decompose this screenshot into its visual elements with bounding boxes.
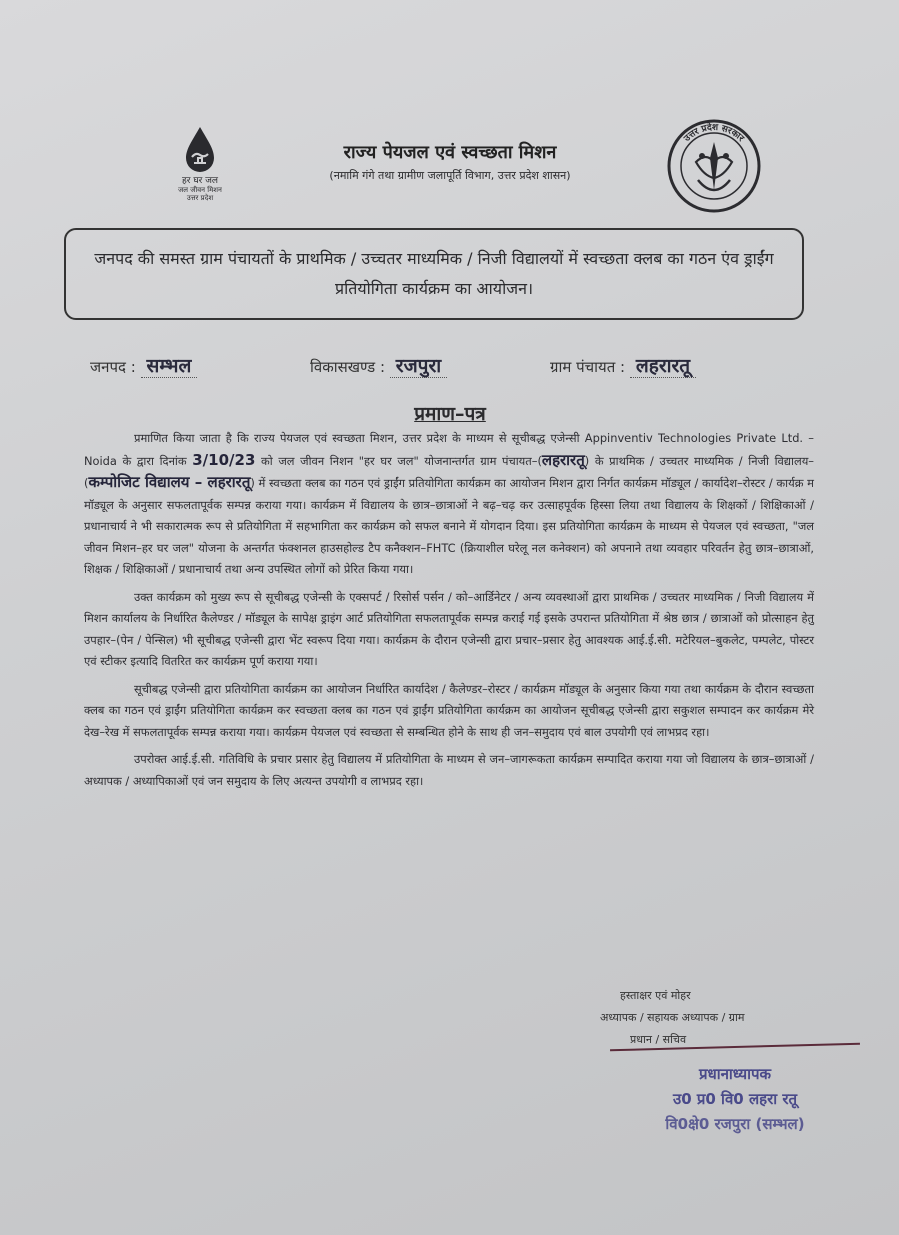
har-ghar-jal-logo <box>160 125 240 202</box>
paragraph-4: उपरोक्त आई.ई.सी. गतिविधि के प्रचार प्रसार हेतु विद्यालय में प्रतियोगिता के माध्यम से जन–जागरूकता कार्यक्रम सम्पादित कराया गया जो विद्यालय के छात्र–छात्राओं / अध्यापक / अध्यापिकाओं एवं जन समुदाय के लिए अत्यन्त उपयोगी व लाभप्रद रहा। <box>84 752 814 788</box>
headmaster-stamp <box>620 1062 850 1137</box>
panchayat-field <box>550 352 696 378</box>
district-field <box>90 352 197 378</box>
logo-text-1: हर घर जल <box>182 176 218 186</box>
p1-text-d: ) में स्वच्छता क्लब का गठन एवं ड्राईंग प्रतियोगिता कार्यक्रम का आयोजन मिशन द्वारा निर्गत कार्यक्रम मॉड्यूल / कार्यादेश–रोस्टर / कार्यक्र म मॉड्यूल के अनुसार सफलतापूर्वक सम्पन्न कराया गया। कार्यक्रम में विद्यालय के छात्र–छात्राओं ने बढ़–चढ़ कर उत्साहपूर्वक हिस्सा लिया तथा विद्यालय के शिक्षकों / शिक्षिकाओं / प्रधानाचार्य ने भी सकारात्मक रूप से प्रतियोगिता में सहभागिता कर कार्यक्रम को सफल बनाने में योगदान दिया। इस प्रतियोगिता कार्यक्रम के माध्यम से पेयजल एवं स्वच्छता, "जल जीवन मिशन–हर घर जल" योजना के अन्तर्गत फंक्शनल हाउसहोल्ड टैप कनैक्शन–FHTC (क्रियाशील घरेलू नल कनेक्शन) को अपनाने तथा व्यवहार परिवर्तन हेतु छात्र–छात्राओं, शिक्षक / शिक्षिकाओं / प्रधानाचार्य तथा अन्य उपस्थित लोगों को प्रेरित किया गया। <box>84 476 814 576</box>
state-emblem-icon <box>666 118 762 214</box>
logo-text-3: उत्तर प्रदेश <box>186 194 214 202</box>
paragraph-3: सूचीबद्ध एजेन्सी द्वारा प्रतियोगिता कार्यक्रम का आयोजन निर्धारित कार्यादेश / कैलेण्डर–रोस्टर / कार्यक्रम मॉड्यूल के अनुसार किया गया तथा कार्यक्रम के दौरान स्वच्छता क्लब का गठन एवं ड्राईंग प्रतियोगिता कार्यक्रम कर स्वच्छता क्लब का गठन एवं ड्राईंग प्रतियोगिता कार्यक्रम का आयोजन सूचीबद्ध एजेन्सी द्वारा सकुशल सम्पादन कर कार्यक्रम मेरे देख–रेख में सफलतापूर्वक सम्पन्न कराया गया। कार्यक्रम पेयजल एवं स्वच्छता से सम्बन्धित होने के साथ ही जन–समुदाय एवं बाल उपयोगी एवं लाभप्रद रहा। <box>84 681 814 739</box>
certificate-body <box>84 428 814 798</box>
paragraph-2: उक्त कार्यक्रम को मुख्य रूप से सूचीबद्ध एजेन्सी के एक्सपर्ट / रिसोर्स पर्सन / को–आर्डिनेटर / अन्य व्यवस्थाओं द्वारा प्राथमिक / उच्चतर माध्यमिक / निजी विद्यालय में मिशन कार्यालय के निर्धारित कैलेण्डर / मॉड्यूल के सापेक्ष ड्राइंग आर्ट प्रतियोगिता सफलतापूर्वक सम्पन्न कराई गई इसके उपरान्त प्रतियोगिता में श्रेष्ठ छात्र / छात्राओं को प्रोत्साहन हेतु उपहार–(पेन / पेन्सिल) भी सूचीबद्ध एजेन्सी द्वारा भेंट स्वरूप दिया गया। कार्यक्रम के दौरान एजेन्सी द्वारा प्रचार–प्रसार हेतु आवश्यक आई.ई.सी. मटेरियल–बुकलेट, पम्पलेट, पोस्टर एवं स्टीकर इत्यादि वितरित कर कार्यक्रम पूर्ण कराया गया। <box>84 589 814 668</box>
signature-block <box>600 985 860 1051</box>
up-government-seal <box>666 118 762 214</box>
certificate-heading: प्रमाण–पत्र <box>414 403 486 425</box>
block-label: विकासखण्ड : <box>310 358 386 376</box>
signature-line-1: हस्ताक्षर एवं मोहर <box>620 989 691 1002</box>
seal-text: उत्तर प्रदेश सरकार <box>682 122 746 144</box>
program-date: 3/10/23 <box>192 450 256 469</box>
logo-text-2: जल जीवन मिशन <box>178 186 222 194</box>
p1-text-a: प्रमाणित किया जाता है कि राज्य पेयजल एवं स्वच्छता मिशन, उत्तर प्रदेश के माध्यम से सूचीबद्ध एजेन्सी Appinventiv Technologies Private Ltd. – Noida के द्वारा दिनांक <box>84 431 814 468</box>
block-value: रजपुरा <box>390 355 447 378</box>
mission-subtitle: (नमामि गंगे तथा ग्रामीण जलापूर्ति विभाग, उत्तर प्रदेश शासन) <box>329 169 571 182</box>
mission-title: राज्य पेयजल एवं स्वच्छता मिशन <box>343 142 557 163</box>
stamp-line-1: प्रधानाध्यापक <box>698 1065 772 1083</box>
paragraph-1 <box>84 428 814 581</box>
school-name-value: कम्पोजिट विद्यालय – लहरारतू <box>88 473 251 491</box>
svg-text:उत्तर प्रदेश सरकार <box>682 121 746 145</box>
stamp-line-2: उ0 प्र0 वि0 लहरा रतू <box>672 1090 798 1108</box>
signature-line-3: प्रधान / सचिव <box>630 1033 687 1046</box>
panchayat-value: लहरारतू <box>630 355 696 378</box>
block-field <box>310 352 447 378</box>
district-value: सम्भल <box>141 355 198 378</box>
water-drop-logo-icon <box>180 125 220 177</box>
panchayat-label: ग्राम पंचायत : <box>550 358 626 376</box>
gram-panchayat-value: लहरारतू <box>541 450 585 469</box>
program-title-box: जनपद की समस्त ग्राम पंचायतों के प्राथमिक / उच्चतर माध्यमिक / निजी विद्यालयों में स्वच्छता क्लब का गठन एंव ड्राईंग प्रतियोगिता कार्यक्रम का आयोजन। <box>64 228 804 320</box>
district-label: जनपद : <box>90 358 136 376</box>
p1-text-b: को जल जीवन निशन "हर घर जल" योजनान्तर्गत ग्राम पंचायत–( <box>261 453 542 468</box>
p1-text-c: ) के प्राथमिक / उच्चतर माध्यमिक / निजी विद्यालय–( <box>84 453 814 490</box>
stamp-line-3: वि0क्षे0 रजपुरा (सम्भल) <box>665 1115 805 1133</box>
signature-line-2: अध्यापक / सहायक अध्यापक / ग्राम <box>600 1011 745 1024</box>
